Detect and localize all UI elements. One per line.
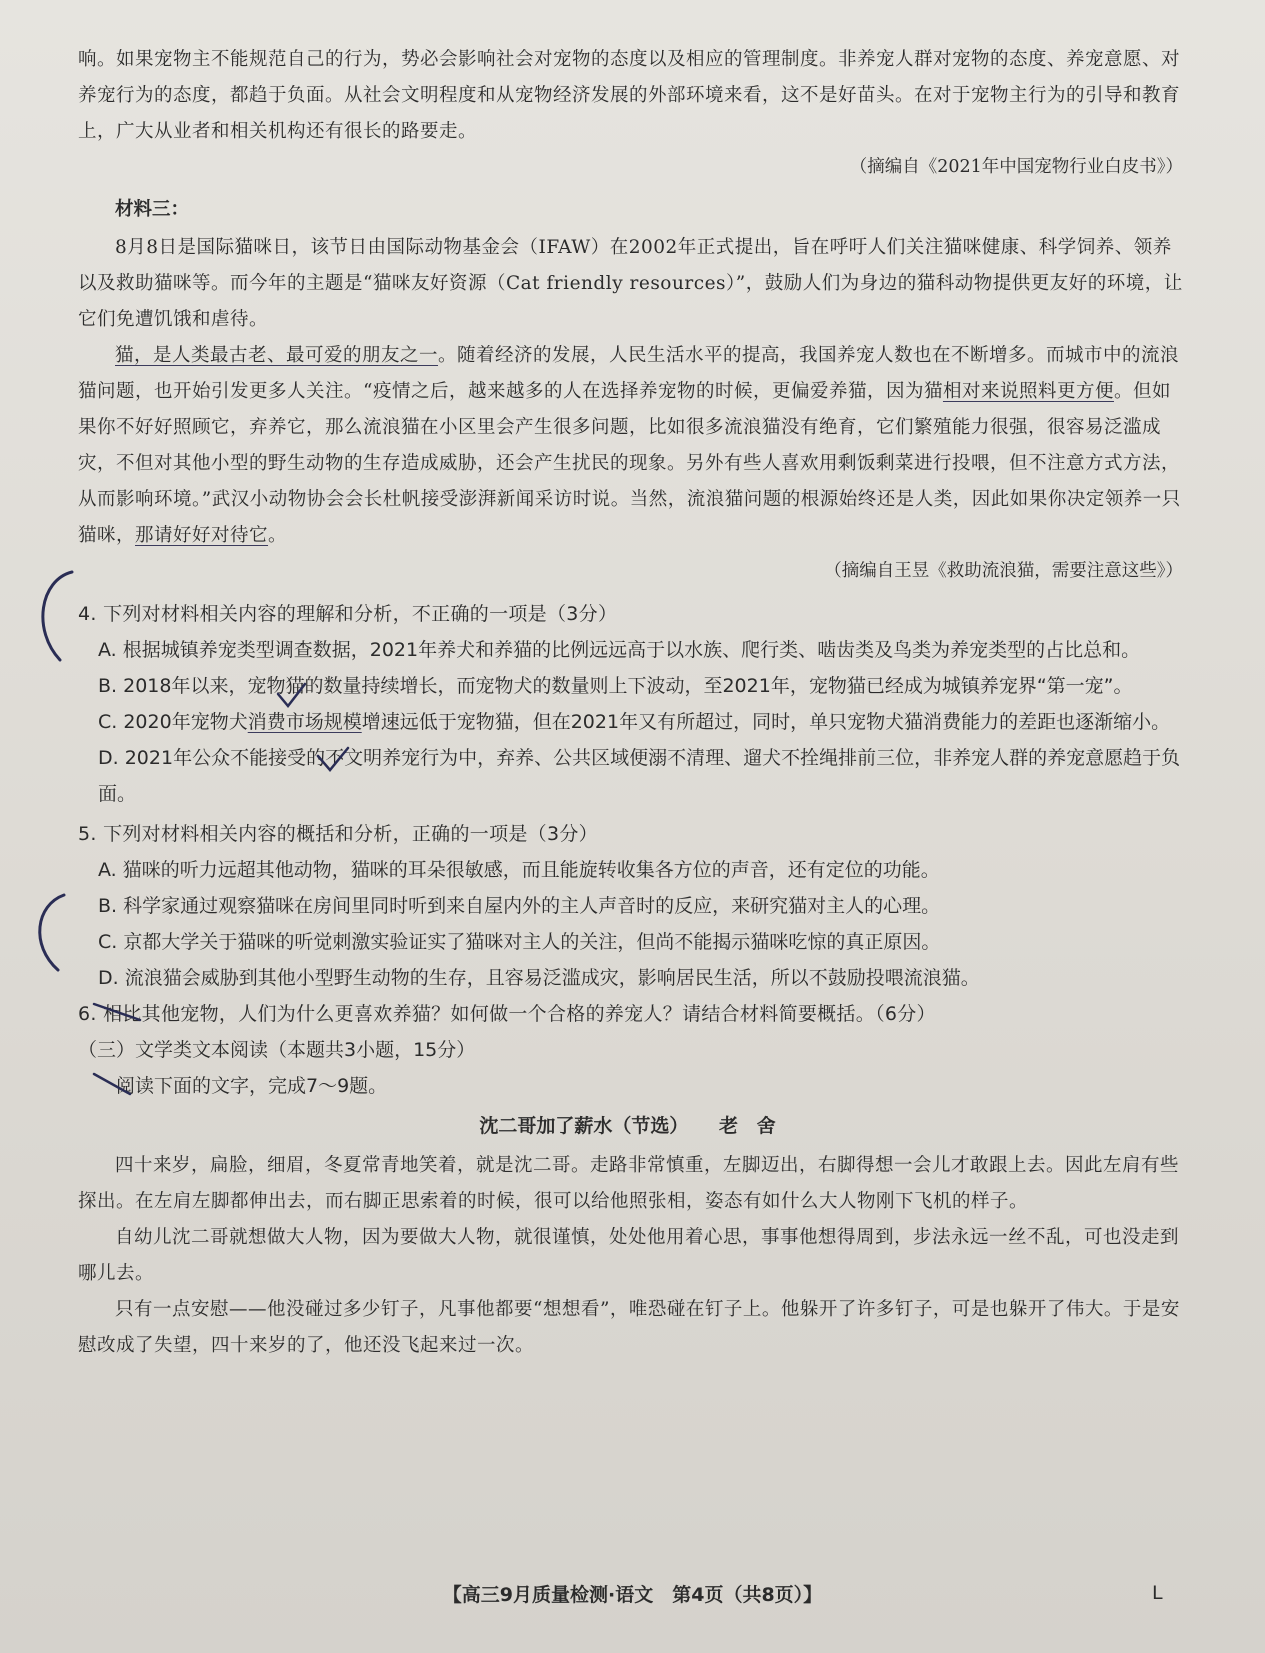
material3-para1: 8月8日是国际猫咪日，该节日由国际动物基金会（IFAW）在2002年正式提出，旨在呼吁人们关注猫咪健康、科学饲养、领养以及救助猫咪等。而今年的主题是“猫咪友好资源（Cat friendly resources）”，鼓励人们为身边的猫科动物提供更友好的环境，让它们免遭饥饿和虐待。 <box>78 237 1183 330</box>
q5-option-c: C. 京都大学关于猫咪的听觉刺激实验证实了猫咪对主人的关注，但尚不能揭示猫咪吃惊的真正原因。 <box>98 931 941 953</box>
source-citation-3: （摘编自王昱《救助流浪猫，需要注意这些》） <box>824 561 1183 581</box>
section-3-heading: （三）文学类文本阅读（本题共3小题，15分） <box>78 1039 476 1061</box>
page-mark: L <box>1152 1582 1163 1604</box>
material3-para2-end: 。 <box>268 525 288 546</box>
page-footer: 【高三9月质量检测·语文 第4页（共8页）】 <box>442 1584 823 1606</box>
article-para-1: 四十来岁，扁脸，细眉，冬夏常青地笑着，就是沈二哥。走路非常慎重，左脚迈出，右脚得想一会儿才敢跟上去。因此左肩有些探出。在左肩左脚都伸出去，而右脚正思索着的时候，很可以给他照张相，姿态有如什么大人物刚下飞机的样子。 <box>78 1155 1180 1212</box>
bracket-mark-q5 <box>40 895 64 970</box>
underlined-phrase-2: 相对来说照料更方便 <box>942 381 1114 402</box>
material3-title: 材料三： <box>115 199 190 220</box>
question-5-stem: 5. 下列对材料相关内容的概括和分析，正确的一项是（3分） <box>78 823 598 845</box>
q5-option-d: D. 流浪猫会威胁到其他小型野生动物的生存，且容易泛滥成灾，影响居民生活，所以不鼓励投喂流浪猫。 <box>98 967 980 989</box>
material3-para2 <box>78 338 1183 554</box>
bracket-mark-q4 <box>43 572 72 660</box>
material3-para2-a: 。随着经济的发展，人民生活水平的提高，我国养宠人数也在不断增多。而城市中的流浪猫问题，也开始引发更多人关注。“疫情之后，越来越多的人在选择养宠物的时候，更偏爱养猫，因为猫 <box>78 345 1180 402</box>
q4-option-d: D. 2021年公众不能接受的不文明养宠行为中，弃养、公共区域便溺不清理、遛犬不拴绳排前三位，非养宠人群的养宠意愿趋于负面。 <box>98 747 1181 805</box>
question-6: 6. 相比其他宠物，人们为什么更喜欢养猫？如何做一个合格的养宠人？请结合材料简要概括。（6分） <box>78 1003 936 1025</box>
article-author: 老 舍 <box>719 1115 782 1137</box>
underlined-phrase-3: 那请好好对待它 <box>135 525 269 546</box>
reading-instruction: 阅读下面的文字，完成7～9题。 <box>116 1075 388 1097</box>
q4-option-c-underlined: 消费市场规模 <box>247 711 362 733</box>
q4-option-a: A. 根据城镇养宠类型调查数据，2021年养犬和养猫的比例远远高于以水族、爬行类、啮齿类及鸟类为养宠类型的占比总和。 <box>98 639 1141 661</box>
article-title-line <box>78 1106 1183 1146</box>
page-content <box>78 42 1183 1364</box>
q4-option-c <box>98 704 1183 740</box>
source-citation-2: （摘编自《2021年中国宠物行业白皮书》） <box>849 157 1183 177</box>
article-title: 沈二哥加了薪水（节选） <box>479 1115 689 1137</box>
q5-option-a: A. 猫咪的听力远超其他动物，猫咪的耳朵很敏感，而且能旋转收集各方位的声音，还有定位的功能。 <box>98 859 940 881</box>
q4-option-c-b: 增速远低于宠物猫，但在2021年又有所超过，同时，单只宠物犬猫消费能力的差距也逐渐缩小。 <box>361 711 1171 733</box>
top-paragraph: 响。如果宠物主不能规范自己的行为，势必会影响社会对宠物的态度以及相应的管理制度。非养宠人群对宠物的态度、养宠意愿、对养宠行为的态度，都趋于负面。从社会文明程度和从宠物经济发展的外部环境来看，这不是好苗头。在对于宠物主行为的引导和教育上，广大从业者和相关机构还有很长的路要走。 <box>78 49 1181 142</box>
material3-para2-b: 。但如果你不好好照顾它，弃养它，那么流浪猫在小区里会产生很多问题，比如很多流浪猫没有绝育，它们繁殖能力很强，很容易泛滥成灾，不但对其他小型的野生动物的生存造成威胁，还会产生扰民的现象。另外有些人喜欢用剩饭剩菜进行投喂，但不注意方式方法，从而影响环境。”武汉小动物协会会长杜帆接受澎湃新闻采访时说。当然，流浪猫问题的根源始终还是人类，因此如果你决定领养一只猫咪， <box>78 381 1181 546</box>
underlined-sentence-1: 猫，是人类最古老、最可爱的朋友之一 <box>115 345 439 366</box>
article-para-3: 只有一点安慰——他没碰过多少钉子，凡事他都要“想想看”，唯恐碰在钉子上。他躲开了许多钉子，可是也躲开了伟大。于是安慰改成了失望，四十来岁的了，他还没飞起来过一次。 <box>78 1299 1180 1356</box>
q4-option-c-a: C. 2020年宠物犬 <box>98 711 248 733</box>
q4-option-b: B. 2018年以来，宠物猫的数量持续增长，而宠物犬的数量则上下波动，至2021年，宠物猫已经成为城镇养宠界“第一宠”。 <box>98 675 1133 697</box>
article-para-2: 自幼儿沈二哥就想做大人物，因为要做大人物，就很谨慎，处处他用着心思，事事他想得周到，步法永远一丝不乱，可也没走到哪儿去。 <box>78 1227 1180 1284</box>
q5-option-b: B. 科学家通过观察猫咪在房间里同时听到来自屋内外的主人声音时的反应，来研究猫对主人的心理。 <box>98 895 941 917</box>
question-4-stem: 4. 下列对材料相关内容的理解和分析，不正确的一项是（3分） <box>78 603 618 625</box>
